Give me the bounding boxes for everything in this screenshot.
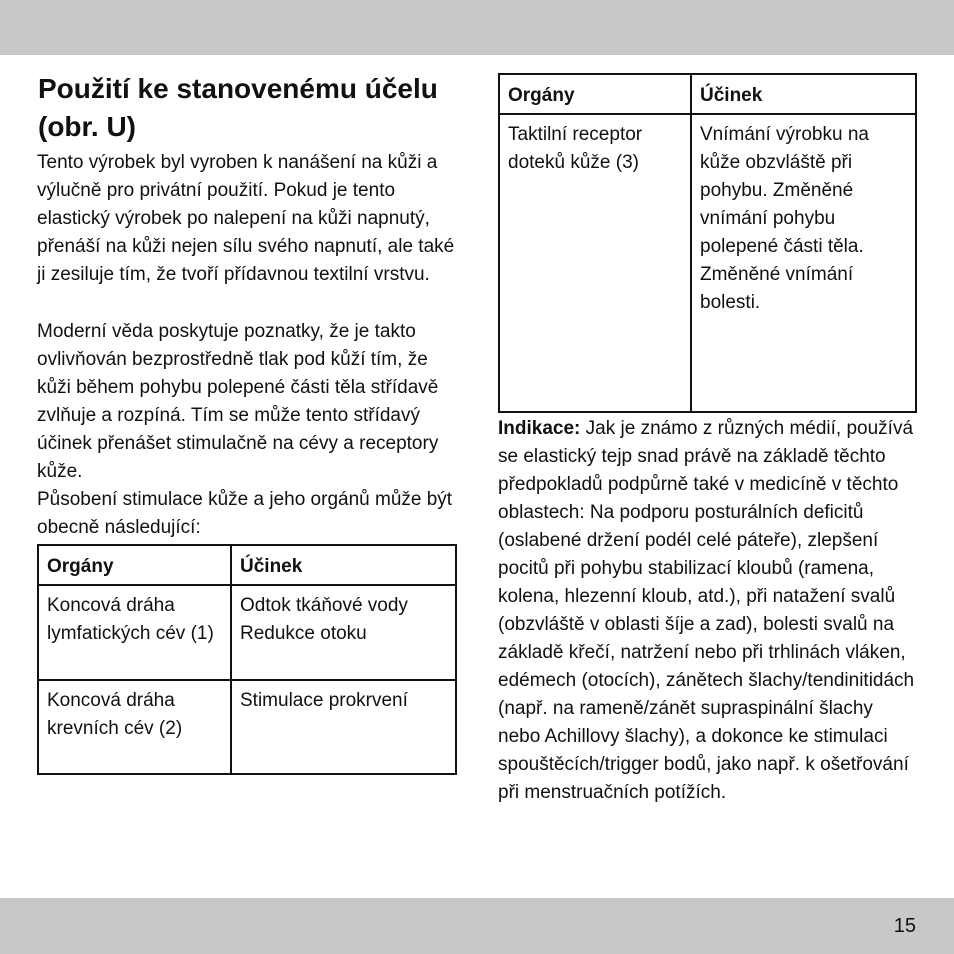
table-cell-effect: Stimulace prokrvení (231, 680, 456, 774)
bottom-band (0, 898, 954, 954)
table-header-organs: Orgány (499, 74, 691, 114)
table-header-organs: Orgány (38, 545, 231, 585)
indications-text: Jak je známo z různých médií, používá se elastický tejp snad právě na základě těchto předpokladů podpůrně také v medicíně v těchto oblastech: Na podporu posturálních deficitů (oslabené držení podél celé páteře), zlepšení pocitů při pohybu stabilizací kloubů (ramena, kolena, hlezenní kloub, atd.), při natažení svalů (obzvláště v oblasti šíje a zad), bolesti svalů na základě křečí, natržení nebo při trhlinách vláken, edémech (otocích), zánětech šlachy/tendinitidách (např. na rameně/zánět supraspinální šlachy nebo Achillovy šlachy), a dokonce ke stimulaci spouštěcích/trigger bodů, jako např. k ošetřování při menstruačních potížích. (498, 418, 915, 803)
intro-paragraph: Tento výrobek byl vyroben k nanášení na kůži a výlučně pro privátní použití. Pokud je tento elastický výrobek po nalepení na kůži napnutý, přenáší na kůži nejen sílu svého napnutí, ale také ji zesiluje tím, že tvoří přídavnou textilní vrstvu. (37, 152, 455, 285)
table-cell-effect: Odtok tkáňové vody Redukce otoku (231, 585, 456, 680)
table-row (38, 585, 456, 680)
indications-label: Indikace: (498, 418, 581, 439)
table-header-effect: Účinek (691, 74, 916, 114)
table-header-row (499, 74, 916, 114)
science-paragraph: Moderní věda poskytuje poznatky, že je takto ovlivňován bezprostředně tlak pod kůží tím, že kůži během pohybu polepené části těla střídavě zvlňuje a rozpíná. Tím se může tento střídavý účinek přenášet stimulačně na cévy a receptory kůže. (37, 321, 439, 482)
organ-effect-table-left (37, 544, 457, 775)
table-row (499, 114, 916, 412)
indications-paragraph (498, 415, 918, 807)
table-cell-effect: Vnímání výrobku na kůže obzvláště při pohybu. Změněné vnímání pohybu polepené části těla. Změněné vnímání bolesti. (691, 114, 916, 412)
page-number: 15 (893, 915, 916, 937)
table-header-row (38, 545, 456, 585)
table-header-effect: Účinek (231, 545, 456, 585)
table-cell-organ: Koncová dráha lymfatických cév (1) (38, 585, 231, 680)
table-row (38, 680, 456, 774)
table-cell-organ: Koncová dráha krevních cév (2) (38, 680, 231, 774)
organ-effect-table-right (498, 73, 917, 413)
top-band (0, 0, 954, 55)
table-cell-organ: Taktilní receptor doteků kůže (3) (499, 114, 691, 412)
section-heading: Použití ke stanovenému účelu (obr. U) (38, 73, 438, 142)
stimulation-paragraph: Působení stimulace kůže a jeho orgánů může být obecně následující: (37, 489, 453, 538)
